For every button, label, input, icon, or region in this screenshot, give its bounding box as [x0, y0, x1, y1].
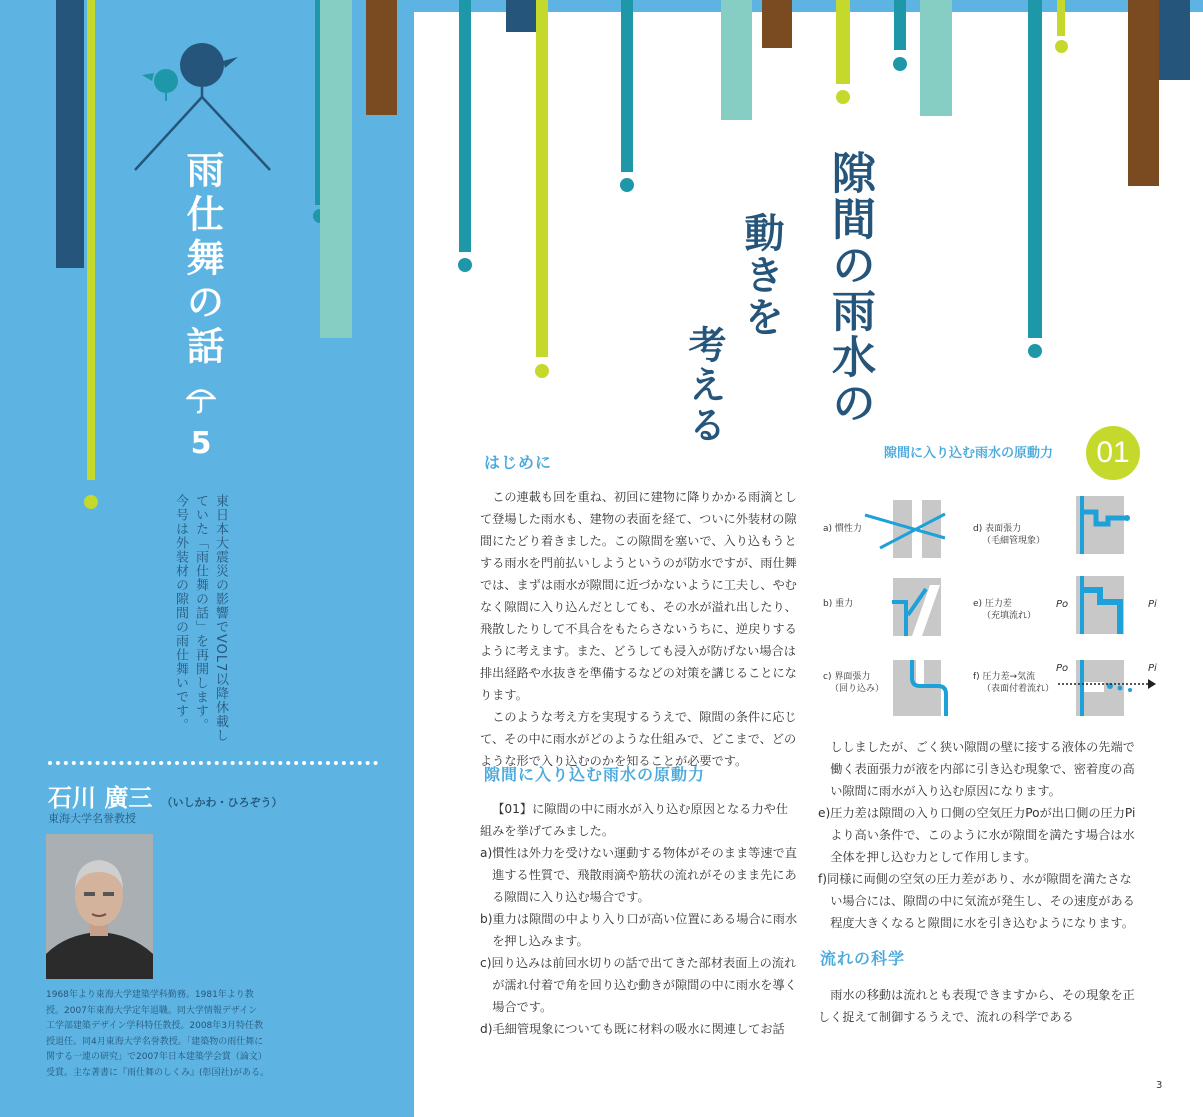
page-number: 3 [1156, 1080, 1163, 1091]
bio-line: 授退任。同4月東海大学名誉教授。「建築物の雨仕舞に [46, 1036, 264, 1047]
list-item: a)慣性は外力を受けない運動する物体がそのまま等速で直進する性質で、飛散雨滴や筋状の流れがそのまま先にある隙間に入り込む場合です。 [480, 846, 797, 904]
list-item: b)重力は隙間の中より入り口が高い位置にある場合に雨水を押し込みます。 [480, 912, 798, 948]
figure-number: 01 [1096, 436, 1130, 469]
paragraph: この連載も回を重ね、初回に建物に降りかかる雨滴として登場した雨水も、建物の表面を経て、ついに外装材の隙間にたどり着きました。この隙間を塞いで、入り込もうとする雨水を門前払いしようというのが防水ですが、雨仕舞では、まずは雨水が隙間に近づかないように工夫し、やむなく隙間に入り込んだとしても、その水が溢れ出したり、飛散したりして不具合をもたらさないうちに、逆戻りするように考えます。また、どうしても浸入が防げない場合は排出経路や水抜きを準備するなどの対策を講じることになります。 [480, 490, 797, 702]
bio-line: 1968年より東海大学建築学科勤務。1981年より教 [46, 990, 254, 1000]
stripe-lime [836, 0, 850, 84]
umbrella-icon [186, 385, 216, 415]
series-intro: 東日本大震災の影響でVOL7以降休載していた「雨仕舞の話」を再開します。今号は外装材の隙間の雨仕舞いです。 [173, 494, 228, 743]
stripe-teal-dot [893, 57, 907, 71]
stripe-teal-dot [458, 258, 472, 272]
paragraph: 【01】に隙間の中に雨水が入り込む原因となる力や仕組みを挙げてみました。 [480, 802, 789, 838]
stripe-lime-dot [1055, 40, 1068, 53]
article-title-line2: 動きを [738, 212, 784, 338]
label-b: b) 重力 [823, 599, 854, 609]
author-divider [48, 761, 378, 765]
label-c2: （回り込み） [830, 684, 885, 694]
label-po: Po [1056, 599, 1069, 610]
stripe-navy [1159, 0, 1190, 80]
series-panel [0, 0, 414, 1117]
stripe-teal [621, 0, 633, 172]
author-name: 石川 廣三 [48, 784, 153, 812]
intro-text [480, 486, 798, 772]
label-c1: c) 界面張力 [823, 672, 871, 682]
series-title: 雨仕舞の話 [180, 150, 224, 370]
paragraph: ししましたが、ごく狭い隙間の壁に接する液体の先端で働く表面張力が液を内部に引き込む現象で、密着度の高い隙間に雨水が入り込む原因になります。 [830, 740, 1135, 798]
author-photo [46, 834, 153, 979]
paragraph: このような考え方を実現するうえで、隙間の条件に応じて、その中に雨水がどのような仕組みで、どこまで、どのような形で入り込むのかを知ることが必要です。 [480, 710, 797, 768]
stripe-mint [320, 0, 352, 338]
stripe-teal [894, 0, 906, 50]
stripe-lime-dot [836, 90, 850, 104]
stripe-brown [1128, 0, 1159, 186]
figure-title: 隙間に入り込む雨水の原動力 [884, 446, 1054, 461]
label-pi: Pi [1148, 599, 1157, 610]
list-item: f)同様に両側の空気の圧力差があり、水が隙間を満たさない場合には、隙間の中に気流が発生し、その速度がある程度大きくなると隙間に水を引き込むようになります。 [818, 872, 1135, 930]
stripe-teal-dot [620, 178, 634, 192]
article-title-line1: 隙間の雨水の [824, 150, 875, 426]
stripe-lime [536, 0, 548, 357]
force-text-continued [818, 736, 1140, 934]
stripe-lime-dot [84, 495, 98, 509]
heading-force: 隙間に入り込む雨水の原動力 [484, 765, 706, 784]
series-number: 5 [190, 426, 212, 461]
force-text [480, 798, 798, 1040]
stripe-lime [87, 0, 95, 480]
label-e2: （充填流れ） [982, 611, 1037, 621]
list-item: d)毛細管現象についても既に材料の吸水に関連してお話 [480, 1022, 785, 1036]
heading-intro: はじめに [484, 453, 553, 472]
stripe-mint [920, 0, 952, 116]
paragraph: 雨水の移動は流れとも表現できますから、その現象を正しく捉えて制御するうえで、流れの科学である [818, 988, 1135, 1024]
article-title-line3: 考える [682, 325, 726, 445]
list-item: e)圧力差は隙間の入り口側の空気圧力Poが出口側の圧力Piより高い条件で、このように水が隙間を満たす場合は水全体を押し込む力として作用します。 [818, 806, 1136, 864]
stripe-navy [506, 0, 536, 32]
bio-line: 授。2007年東海大学定年退職。同大学情報デザイン [46, 1005, 258, 1016]
stripe-brown [762, 0, 792, 48]
flow-text [818, 984, 1140, 1028]
heading-flow: 流れの科学 [820, 949, 906, 968]
stripe-mint [721, 0, 752, 120]
bio-line: 受賞。主な著書に『雨仕舞のしくみ』(彰国社)がある。 [46, 1067, 270, 1078]
stripe-brown [366, 0, 397, 115]
bio-line: 関する一連の研究」で2007年日本建築学会賞（論文） [46, 1052, 267, 1062]
label-a: a) 慣性力 [823, 524, 862, 534]
stripe-teal [459, 0, 471, 252]
stripe-navy [56, 0, 84, 268]
stripe-lime-dot [535, 364, 549, 378]
label-d2: （毛細管現象） [982, 536, 1046, 546]
author-bio [46, 988, 386, 1081]
author-reading: （いしかわ・ひろぞう） [161, 796, 283, 809]
label-f1: f) 圧力差→気流 [973, 672, 1036, 682]
author-affiliation: 東海大学名誉教授 [48, 812, 136, 825]
label-po: Po [1056, 663, 1069, 674]
list-item: c)回り込みは前回水切りの話で出てきた部材表面上の流れが濡れ付着で角を回り込む動きが隙間の中に雨水を導く場合です。 [480, 956, 797, 1014]
bio-line: 工学部建築デザイン学科特任教授。2008年3月特任教 [46, 1021, 264, 1031]
stripe-lime [1057, 0, 1065, 36]
figure-number-badge [1086, 426, 1140, 480]
label-d1: d) 表面張力 [973, 524, 1022, 534]
stripe-teal-dot [1028, 344, 1042, 358]
label-e1: e) 圧力差 [973, 599, 1012, 609]
stripe-teal [1028, 0, 1042, 338]
label-f2: （表面付着流れ） [982, 684, 1055, 694]
label-pi: Pi [1148, 663, 1157, 674]
